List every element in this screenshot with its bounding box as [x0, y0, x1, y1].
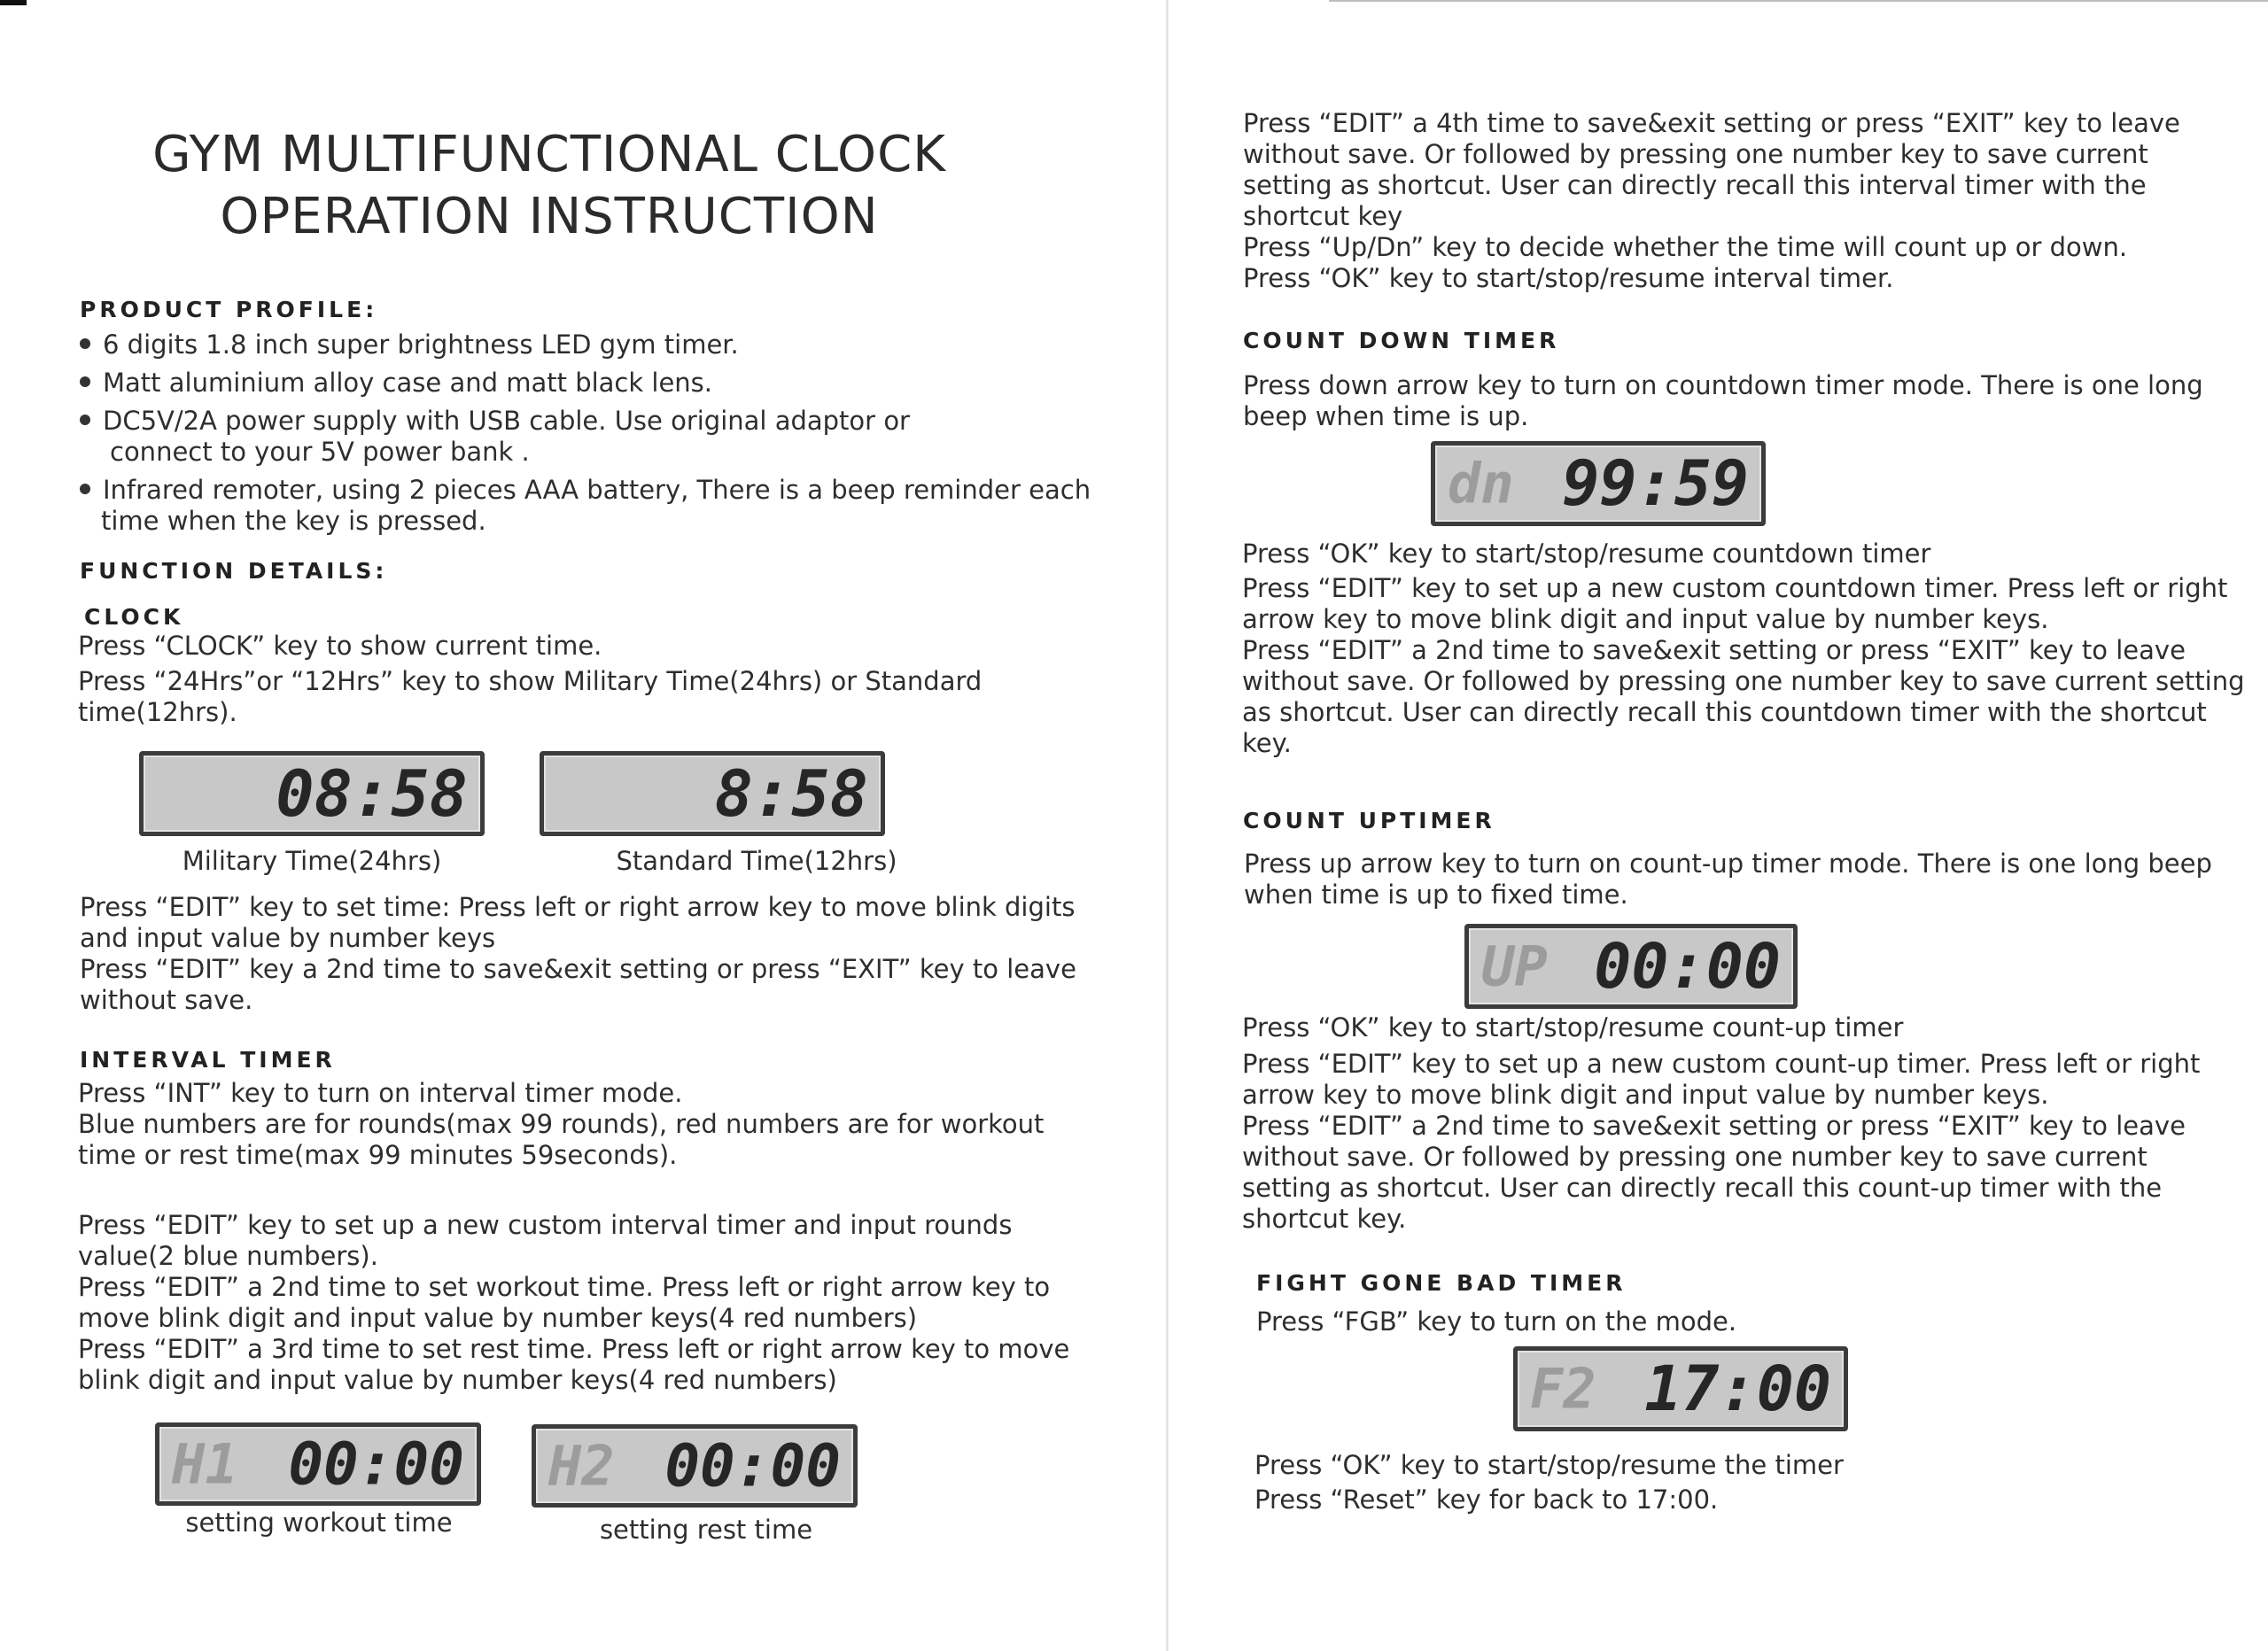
list-item-continuation: time when the key is pressed.	[101, 506, 486, 536]
page-title	[89, 124, 1010, 248]
right-page	[1169, 0, 2268, 1651]
count-down-intro: Press down arrow key to turn on countdown timer mode. There is one long beep when time is up.	[1243, 370, 2203, 431]
fight-gone-bad-heading: FIGHT GONE BAD TIMER	[1256, 1270, 1627, 1296]
clock-edit-text: Press “EDIT” key to set time: Press left or right arrow key to move blink digits and input value by number keys Press “EDIT” key a 2nd time to save&exit setting or press “EXIT” key to leave without save.	[80, 892, 1076, 1015]
count-up-heading: COUNT UPTIMER	[1243, 808, 1495, 833]
list-item: Matt aluminium alloy case and matt black lens.	[80, 368, 1091, 399]
list-item: Infrared remoter, using 2 pieces AAA battery, There is a beep reminder each	[80, 475, 1091, 506]
workout-time-display: H1 00:00	[155, 1422, 481, 1506]
count-up-display: UP 00:00	[1464, 924, 1798, 1009]
bullet-icon	[80, 376, 90, 387]
military-time-caption: Military Time(24hrs)	[182, 846, 442, 876]
count-down-heading: COUNT DOWN TIMER	[1243, 328, 1560, 353]
rest-time-caption: setting rest time	[599, 1515, 813, 1545]
fight-gone-bad-intro: Press “FGB” key to turn on the mode.	[1256, 1306, 1737, 1337]
function-details-heading: FUNCTION DETAILS:	[80, 558, 388, 584]
interval-timer-text-a: Press “INT” key to turn on interval timer mode. Blue numbers are for rounds(max 99 rounds), red numbers are for workout time or rest time(max 99 minutes 59seconds).	[78, 1078, 1045, 1170]
list-item: 6 digits 1.8 inch super brightness LED gym timer.	[80, 329, 1091, 360]
count-up-intro: Press up arrow key to turn on count-up timer mode. There is one long beep when time is up to fixed time.	[1244, 849, 2212, 910]
product-profile-heading: PRODUCT PROFILE:	[80, 297, 378, 322]
title-line-2: OPERATION INSTRUCTION	[220, 188, 879, 245]
title-line-1: GYM MULTIFUNCTIONAL CLOCK	[152, 126, 946, 183]
count-up-text: Press “OK” key to start/stop/resume count-up timer Press “EDIT” key to set up a new custom count-up timer. Press left or right arrow key to move blink digit and input value by number keys. Press “EDIT” a 2nd time to save&exit setting or press “EXIT” key to leave without save. Or followed by pressing one number key to save current setting as shortcut. User can directly recall this count-up timer with the shortcut key.	[1242, 1012, 2201, 1234]
product-profile-list	[80, 329, 1091, 544]
standard-time-caption: Standard Time(12hrs)	[616, 846, 897, 876]
list-item: DC5V/2A power supply with USB cable. Use original adaptor or	[80, 406, 1091, 437]
clock-text: Press “CLOCK” key to show current time. Press “24Hrs”or “12Hrs” key to show Military Time(24hrs) or Standard time(12hrs).	[78, 631, 983, 727]
list-item-continuation: connect to your 5V power bank .	[110, 437, 530, 467]
military-time-display: 08:58	[139, 751, 485, 836]
interval-timer-heading: INTERVAL TIMER	[80, 1047, 336, 1073]
bullet-icon	[80, 338, 90, 349]
countdown-display: dn 99:59	[1431, 441, 1766, 526]
count-down-text: Press “OK” key to start/stop/resume countdown timer Press “EDIT” key to set up a new custom countdown timer. Press left or right arrow key to move blink digit and input value by number keys. Press “EDIT” a 2nd time to save&exit setting or press “EXIT” key to leave without save. Or followed by pressing one number key to save current setting as shortcut. User can directly recall this countdown timer with the shortcut key.	[1242, 539, 2245, 758]
bullet-icon	[80, 415, 90, 425]
interval-timer-continued-text: Press “EDIT” a 4th time to save&exit setting or press “EXIT” key to leave without save. Or followed by pressing one number key to save current setting as shortcut. User can directly recall this interval timer with the shortcut key Press “Up/Dn” key to decide whether the time will count up or down. Press “OK” key to start/stop/resume interval timer.	[1243, 108, 2180, 293]
fight-gone-bad-display: F2 17:00	[1513, 1346, 1848, 1431]
fight-gone-bad-text: Press “OK” key to start/stop/resume the timer Press “Reset” key for back to 17:00.	[1254, 1450, 1844, 1515]
bullet-icon	[80, 484, 90, 494]
rest-time-display: H2 00:00	[532, 1424, 858, 1508]
standard-time-display: 8:58	[540, 751, 885, 836]
interval-timer-text-b: Press “EDIT” key to set up a new custom interval timer and input rounds value(2 blue numbers). Press “EDIT” a 2nd time to set workout time. Press left or right arrow key to move blink digit and input value by number keys(4 red numbers) Press “EDIT” a 3rd time to set rest time. Press left or right arrow key to move blink digit and input value by number keys(4 red numbers)	[78, 1210, 1070, 1395]
workout-time-caption: setting workout time	[185, 1508, 453, 1538]
clock-heading: CLOCK	[84, 604, 184, 630]
